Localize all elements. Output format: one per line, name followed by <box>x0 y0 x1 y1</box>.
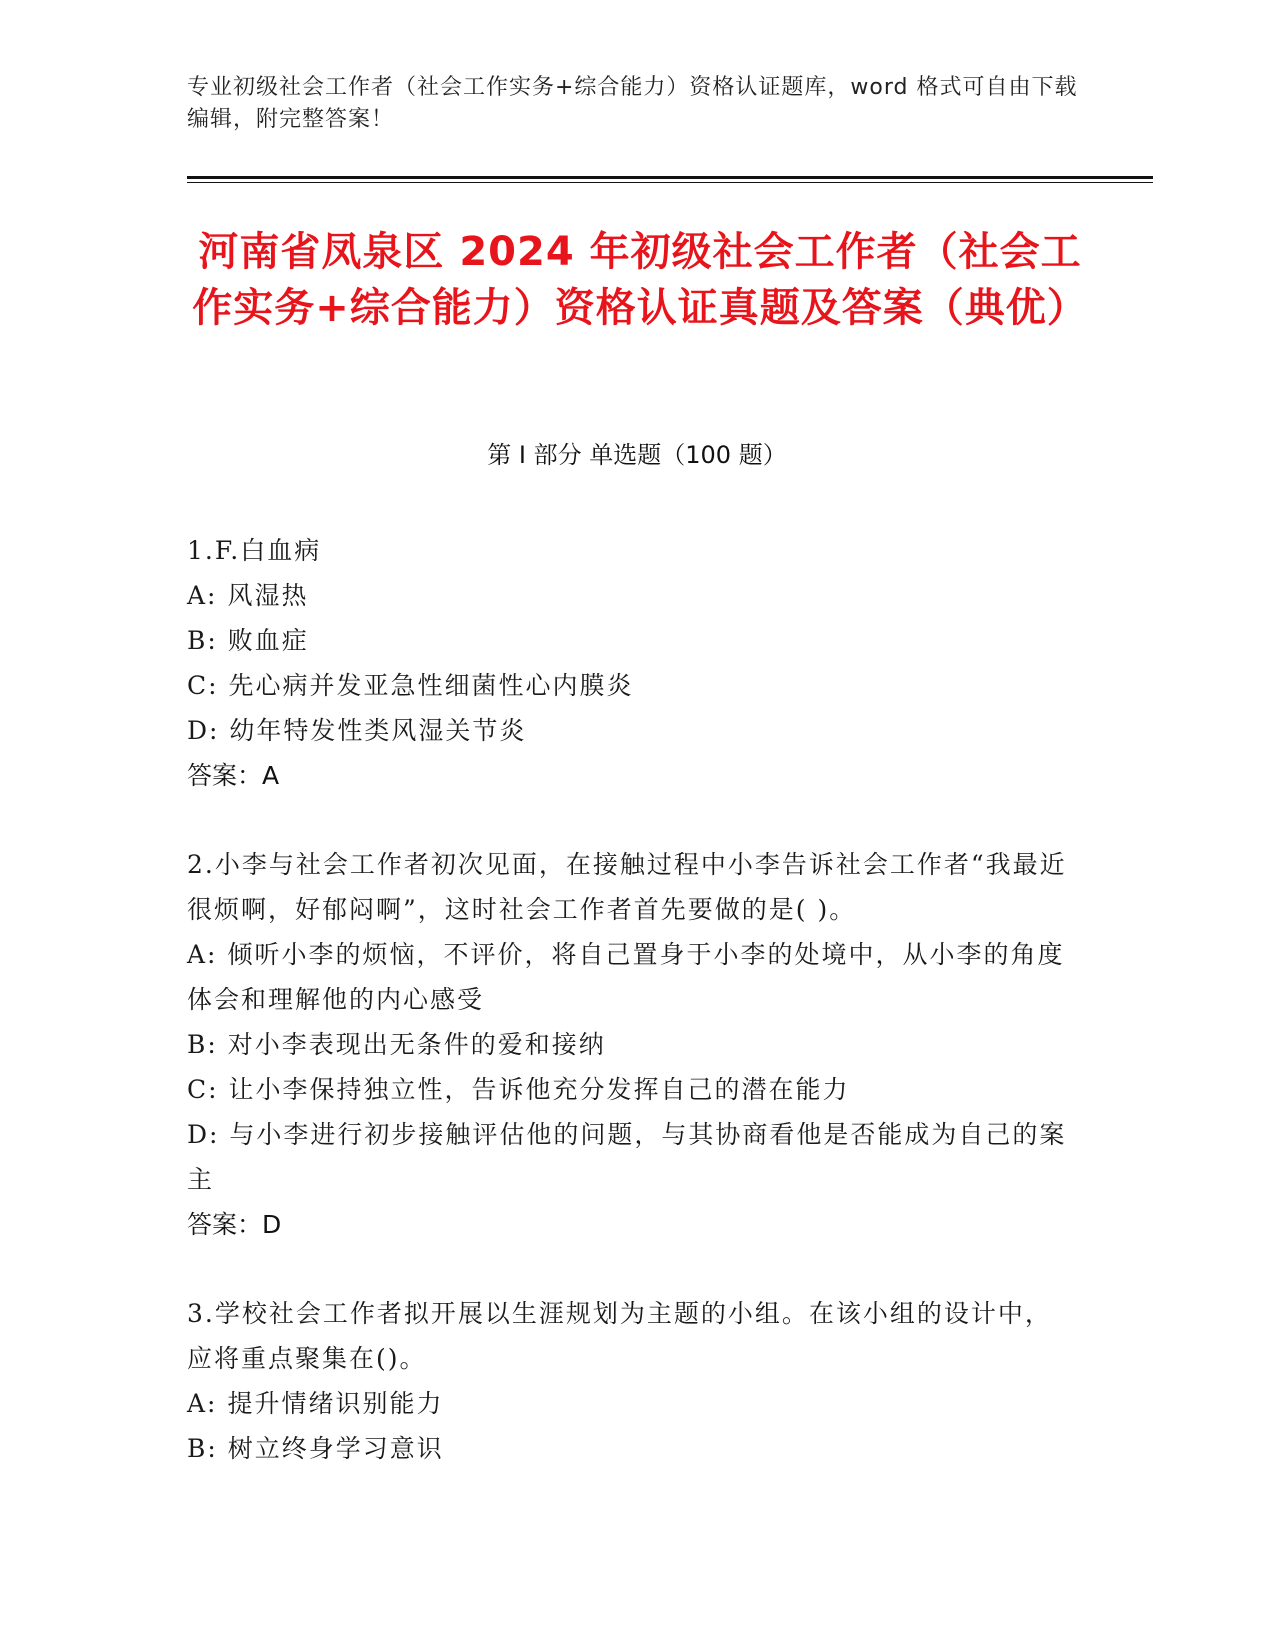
option-a <box>187 573 1067 618</box>
option-label: B: <box>187 1434 218 1463</box>
option-d <box>187 708 1067 753</box>
header-rule-thin <box>187 182 1153 183</box>
option-label: D: <box>187 1120 220 1149</box>
option-b <box>187 618 1067 663</box>
option-c <box>187 1067 1067 1112</box>
option-a <box>187 1381 1067 1426</box>
option-label: C: <box>187 671 219 700</box>
option-text: 先心病并发亚急性细菌性心内膜炎 <box>228 671 634 700</box>
option-label: C: <box>187 1075 219 1104</box>
document-title: 河南省凤泉区 2024 年初级社会工作者（社会工作实务+综合能力）资格认证真题及答案（典优） <box>192 229 1088 331</box>
option-text: 对小李表现出无条件的爱和接纳 <box>227 1030 606 1059</box>
option-text: 倾听小李的烦恼，不评价，将自己置身于小李的处境中，从小李的角度体会和理解他的内心感受 <box>187 940 1065 1014</box>
option-b <box>187 1022 1067 1067</box>
option-a <box>187 932 1067 1022</box>
option-c <box>187 663 1067 708</box>
question-list <box>187 528 1067 1515</box>
option-label: A: <box>187 1389 218 1418</box>
option-label: B: <box>187 1030 218 1059</box>
option-label: D: <box>187 716 220 745</box>
option-d <box>187 1112 1067 1202</box>
option-label: A: <box>187 581 218 610</box>
option-text: 败血症 <box>227 626 309 655</box>
question-3 <box>187 1291 1067 1471</box>
question-stem: 1.F.白血病 <box>187 536 322 565</box>
option-label: B: <box>187 626 218 655</box>
section-title: 第 I 部分 单选题（100 题） <box>487 441 787 469</box>
option-label: A: <box>187 940 218 969</box>
header-rule-thick <box>187 176 1153 179</box>
question-1 <box>187 528 1067 798</box>
option-text: 让小李保持独立性，告诉他充分发挥自己的潜在能力 <box>228 1075 850 1104</box>
option-text: 树立终身学习意识 <box>227 1434 444 1463</box>
option-text: 幼年特发性类风湿关节炎 <box>229 716 527 745</box>
question-2 <box>187 842 1067 1247</box>
option-b <box>187 1426 1067 1471</box>
question-stem: 3.学校社会工作者拟开展以生涯规划为主题的小组。在该小组的设计中，应将重点聚集在()。 <box>187 1299 1052 1373</box>
header-note: 专业初级社会工作者（社会工作实务+综合能力）资格认证题库，word 格式可自由下载编辑，附完整答案！ <box>187 75 1078 132</box>
answer-line: 答案：D <box>187 1210 282 1239</box>
option-text: 风湿热 <box>227 581 309 610</box>
option-text: 与小李进行初步接触评估他的问题，与其协商看他是否能成为自己的案主 <box>187 1120 1067 1194</box>
answer-line: 答案：A <box>187 761 280 790</box>
option-text: 提升情绪识别能力 <box>227 1389 444 1418</box>
question-stem: 2.小李与社会工作者初次见面，在接触过程中小李告诉社会工作者“我最近很烦啊，好郁闷啊”，这时社会工作者首先要做的是( )。 <box>187 850 1067 924</box>
